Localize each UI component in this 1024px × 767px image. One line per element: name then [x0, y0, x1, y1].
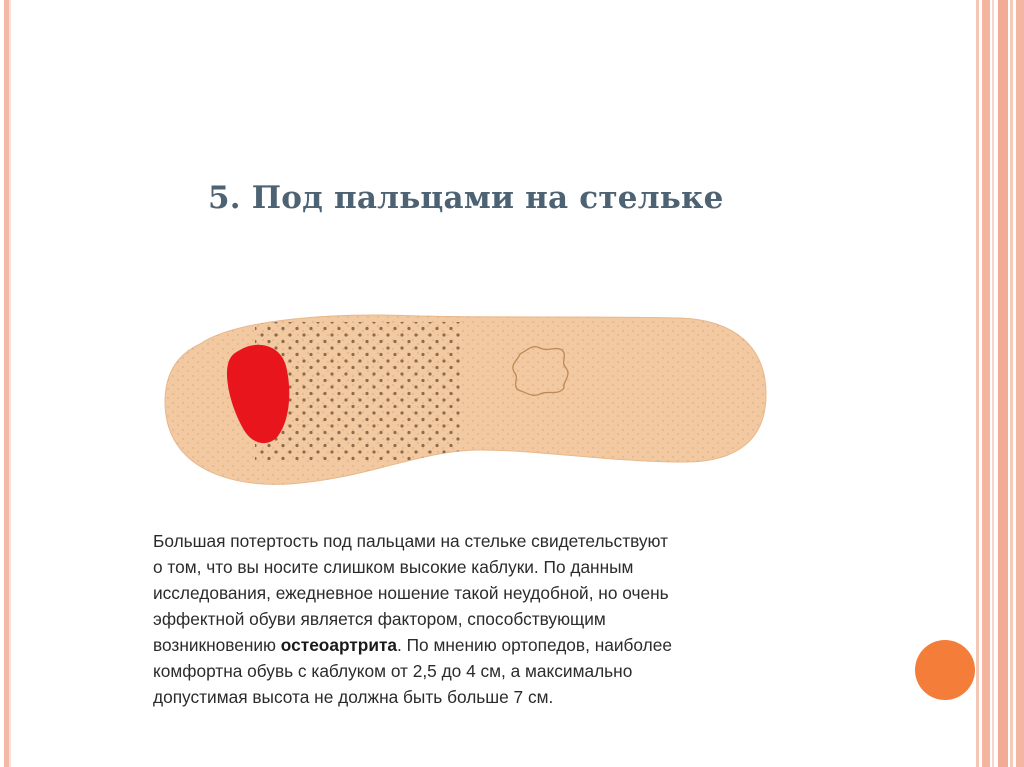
- body-line: комфортна обувь с каблуком от 2,5 до 4 см, а максимально: [153, 661, 633, 681]
- right-decorative-stripes: [976, 0, 1024, 767]
- stripe: [1016, 0, 1024, 767]
- stripe: [982, 0, 990, 767]
- body-line: [153, 632, 803, 658]
- highlighted-term: остеоартрита: [280, 635, 398, 655]
- body-line: исследования, ежедневное ношение такой неудобной, но очень: [153, 583, 669, 603]
- body-text-segment: возникновению: [153, 635, 281, 655]
- stripe: [976, 0, 979, 767]
- decorative-orange-circle: [915, 640, 975, 700]
- slide-title: 5. Под пальцами на стельке: [208, 180, 724, 216]
- body-line: допустимая высота не должна быть больше 7 см.: [153, 687, 554, 707]
- insole-illustration: [160, 292, 772, 492]
- slide-body-text: [153, 528, 803, 710]
- left-decorative-border-inner: [9, 0, 11, 767]
- stripe: [992, 0, 994, 767]
- body-line: о том, что вы носите слишком высокие каблуки. По данным: [153, 557, 634, 577]
- body-line: Большая потертость под пальцами на стельке свидетельствуют: [153, 531, 669, 551]
- stripe: [998, 0, 1008, 767]
- insole-image: [160, 292, 772, 492]
- body-text-segment: . По мнению ортопедов, наиболее: [397, 635, 672, 655]
- body-line: эффектной обуви является фактором, способствующим: [153, 609, 606, 629]
- stripe: [1010, 0, 1013, 767]
